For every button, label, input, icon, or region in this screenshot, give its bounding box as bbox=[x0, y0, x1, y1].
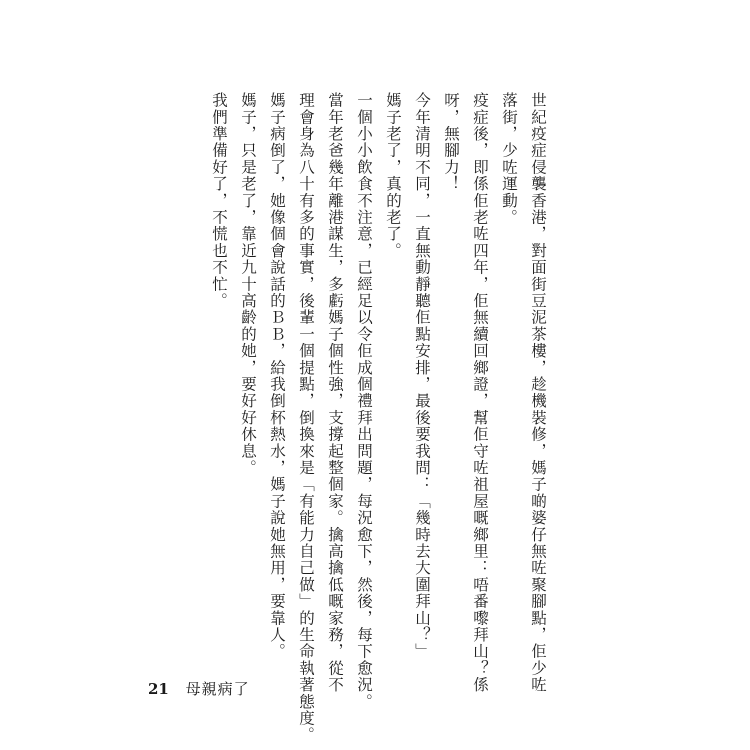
text-column: 當年老爸幾年離港謀生，多虧媽子個性強，支撐起整個家。擒高擒低嘅家務，從不 bbox=[326, 92, 344, 694]
text-column: 呀，無腳力！ bbox=[442, 92, 460, 193]
page-footer bbox=[148, 678, 250, 699]
text-column: 落街，少咗運動。 bbox=[500, 92, 518, 226]
page-number: 21 bbox=[148, 680, 169, 698]
text-column: 理會身為八十有多的事實，後輩一個提點，倒換來是「有能力自己做」的生命執著態度。 bbox=[297, 92, 315, 744]
chapter-title: 母親病了 bbox=[185, 680, 250, 698]
text-column: 疫症後，即係佢老咗四年，佢無續回鄉證，幫佢守咗祖屋嘅鄉里：唔番嚟拜山？係 bbox=[471, 92, 489, 694]
text-column: 一個小小飲食不注意，已經足以令佢成個禮拜出問題，每況愈下，然後，每下愈況。 bbox=[355, 92, 373, 710]
text-column: 媽子，只是老了，靠近九十高齡的她，要好好休息。 bbox=[239, 92, 257, 477]
text-column: 媽子老了，真的老了。 bbox=[384, 92, 402, 259]
text-column: 世紀疫症侵襲香港，對面街豆泥茶樓，趁機裝修，媽子啲婆仔無咗聚腳點，佢少咗 bbox=[529, 92, 547, 694]
text-column: 媽子病倒了，她像個會說話的ＢＢ，給我倒杯熱水，媽子說她無用，要靠人。 bbox=[268, 92, 286, 660]
text-column: 我們準備好了，不慌也不忙。 bbox=[210, 92, 228, 310]
text-column: 今年清明不同，一直無動靜聽佢點安排，最後要我問：「幾時去大圍拜山？」 bbox=[413, 92, 431, 660]
